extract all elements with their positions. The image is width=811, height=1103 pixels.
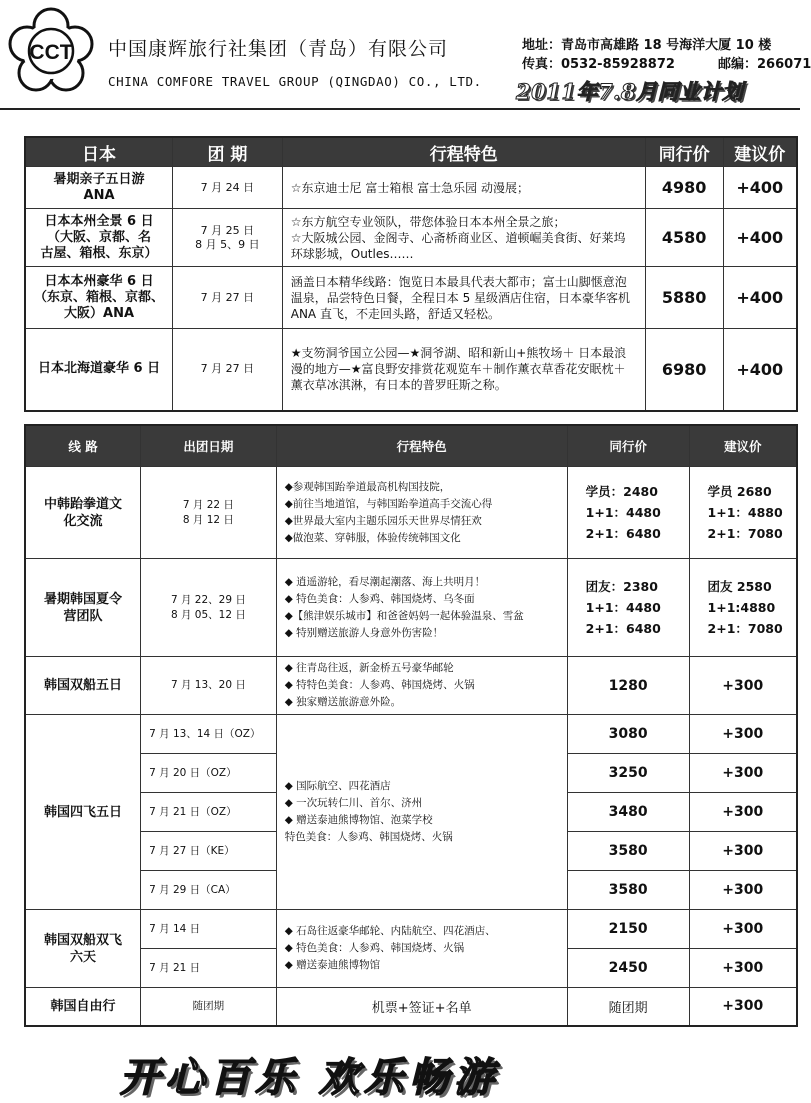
price-tier: 学员 2680 — [707, 484, 772, 499]
route-name-line: 日本北海道豪华 6 日 — [37, 361, 161, 377]
departure-date: 7 月 22、29 日 — [170, 593, 246, 606]
feature-line: 特色美食：人参鸡、韩国烧烤、火锅 — [284, 831, 453, 843]
route-name — [25, 467, 141, 559]
plan-title: 2011年7.8月同业计划 — [516, 79, 744, 104]
departure-date: 8 月 12 日 — [182, 513, 234, 526]
suggested-price: +300 — [689, 832, 797, 871]
peer-price: 3080 — [567, 715, 689, 754]
peer-price: 随团期 — [567, 988, 689, 1026]
feature-line: ☆大阪城公园、金阁寺、心斋桥商业区、道顿崛美食街、好莱坞环球影城，Outles…… — [290, 230, 626, 261]
korea-route-row — [25, 657, 797, 715]
suggested-price: +400 — [723, 167, 797, 209]
feature-line: ◆ 逍遥游轮，看尽潮起潮落、海上共明月！ — [284, 575, 486, 588]
suggested-price: +400 — [723, 209, 797, 267]
feature-line: ◆ 特色美食：人参鸡、韩国烧烤、火锅 — [284, 942, 465, 954]
feature-line: ◆前往当地道馆，与韩国跆拳道高手交流心得 — [284, 497, 493, 510]
departure-date: 7 月 14 日 — [141, 910, 277, 949]
price-tier: 2+1：7080 — [707, 621, 783, 636]
departure-date: 7 月 25 日 — [200, 223, 255, 237]
company-name-cn: 中国康辉旅行社集团（青岛）有限公司 — [108, 38, 449, 60]
price-tier: 学员：2480 — [585, 484, 658, 499]
route-name — [25, 267, 173, 329]
korea-header-dates: 出团日期 — [141, 425, 277, 467]
price-tier: 团友：2380 — [585, 579, 658, 594]
feature-line: ◆ 国际航空、四花酒店 — [284, 780, 391, 792]
peer-price: 3580 — [567, 871, 689, 910]
departure-date: 7 月 27 日 — [200, 362, 255, 376]
departure-date: 8 月 05、12 日 — [170, 608, 246, 621]
japan-route-row — [25, 167, 797, 209]
itinerary-features — [282, 209, 645, 267]
departure-date: 7 月 27 日 — [200, 290, 255, 304]
feature-line: ◆ 赠送泰迪熊博物馆、泡菜学校 — [284, 814, 433, 826]
korea-route-row — [25, 715, 797, 754]
contact-info — [522, 36, 811, 74]
korea-header-peer-price: 同行价 — [567, 425, 689, 467]
korea-route-row — [25, 910, 797, 949]
korea-header-features: 行程特色 — [276, 425, 567, 467]
route-name-line: 韩国双船五日 — [44, 678, 123, 693]
japan-route-row — [25, 329, 797, 411]
japan-header-peer-price: 同行价 — [645, 137, 723, 167]
peer-price: 5880 — [645, 267, 723, 329]
japan-route-row — [25, 267, 797, 329]
price-tier: 1+1：4480 — [585, 505, 661, 520]
departure-date: 8 月 5、9 日 — [195, 237, 260, 251]
feature-line: ◆做泡菜、穿韩服，体验传统韩国文化 — [284, 531, 461, 544]
departure-dates — [173, 167, 283, 209]
feature-line: ◆ 石岛往返豪华邮轮、内陆航空、四花酒店、 — [284, 925, 496, 937]
route-name-line: 韩国四飞五日 — [44, 804, 123, 820]
suggested-price: +300 — [689, 910, 797, 949]
departure-date: 7 月 13、14 日（OZ） — [141, 715, 277, 754]
peer-price: 2150 — [567, 910, 689, 949]
fax-postcode — [522, 55, 811, 74]
peer-price: 3580 — [567, 832, 689, 871]
itinerary-features — [276, 910, 567, 988]
route-name-line: 暑期韩国夏令 — [44, 591, 123, 607]
suggested-price: +400 — [723, 267, 797, 329]
peer-price: 6980 — [645, 329, 723, 411]
departure-dates: 随团期 — [141, 988, 277, 1026]
footer-slogan: 开心百乐 欢乐畅游 — [120, 1054, 499, 1101]
departure-date: 7 月 21 日（OZ） — [141, 793, 277, 832]
company-name-en: CHINA COMFORE TRAVEL GROUP (QINGDAO) CO., LTD. — [108, 74, 482, 89]
feature-line: ◆【熊津娱乐城市】和爸爸妈妈一起体验温泉、雪盆 — [284, 609, 524, 622]
route-name — [25, 657, 141, 715]
price-tier: 团友 2580 — [707, 579, 772, 594]
route-name: 韩国自由行 — [25, 988, 141, 1026]
price-tier: 2+1：6480 — [585, 621, 661, 636]
route-name-line: 六天 — [70, 949, 97, 965]
itinerary-features — [282, 167, 645, 209]
suggested-price: +300 — [689, 657, 797, 715]
route-name-line: 日本本州全景 6 日 — [44, 213, 154, 229]
route-name-line: 营团队 — [63, 608, 103, 624]
feature-line: ☆东方航空专业领队，带您体验日本本州全景之旅； — [290, 214, 566, 229]
departure-date: 7 月 20 日（OZ） — [141, 754, 277, 793]
route-name-line: 暑期亲子五日游 — [53, 171, 145, 187]
feature-line: ☆东京迪士尼 富士箱根 富士急乐园 动漫展； — [290, 180, 529, 195]
departure-dates — [173, 267, 283, 329]
itinerary-features — [276, 657, 567, 715]
departure-dates — [173, 209, 283, 267]
departure-dates — [141, 657, 277, 715]
feature-line: 涵盖日本精华线路：饱览日本最具代表大都市；富士山脚惬意泡温泉，品尝特色日餐，全程日本 5 星级酒店住宿，日本豪华客机 ANA 直飞，不走回头路，舒适又轻松。 — [290, 274, 631, 321]
itinerary-features: 机票+签证+名单 — [276, 988, 567, 1026]
suggested-price: +300 — [689, 715, 797, 754]
feature-line: ◆ 特特色美食：人参鸡、韩国烧烤、火锅 — [284, 679, 475, 691]
departure-date: 7 月 29 日（CA） — [141, 871, 277, 910]
price-tier: 1+1:4880 — [707, 600, 776, 615]
feature-line: ◆世界最大室内主题乐园乐天世界尽情狂欢 — [284, 514, 482, 527]
price-tier: 1+1：4480 — [585, 600, 661, 615]
suggested-price: +400 — [723, 329, 797, 411]
suggested-price-tiers — [689, 467, 797, 559]
peer-price: 2450 — [567, 949, 689, 988]
route-name-line: 韩国双船双飞 — [44, 932, 123, 948]
japan-header-dates: 团 期 — [173, 137, 283, 167]
logo-text: CCT — [29, 41, 73, 64]
route-name-line: （大阪、京都、名 — [47, 229, 152, 245]
korea-header-route: 线 路 — [25, 425, 141, 467]
route-name — [25, 715, 141, 910]
feature-line: ◆参观韩国跆拳道最高机构国技院， — [284, 480, 451, 493]
departure-date: 7 月 24 日 — [200, 180, 255, 194]
itinerary-features — [276, 715, 567, 910]
route-name-line: （东京、箱根、京都、 — [34, 289, 165, 305]
route-name — [25, 329, 173, 411]
korea-header-suggested-price: 建议价 — [689, 425, 797, 467]
departure-dates — [141, 467, 277, 559]
suggested-price: +300 — [689, 871, 797, 910]
route-name-line: ANA — [83, 187, 115, 203]
itinerary-features — [282, 267, 645, 329]
peer-price: 3480 — [567, 793, 689, 832]
peer-price: 1280 — [567, 657, 689, 715]
suggested-price: +300 — [689, 949, 797, 988]
korea-header-row — [25, 425, 797, 467]
route-name-line: 古屋、箱根、东京） — [40, 245, 158, 261]
address: 地址：青岛市高雄路 18 号海洋大厦 10 楼 — [522, 38, 772, 53]
feature-line: ◆ 特别赠送旅游人身意外伤害险！ — [284, 626, 444, 639]
feature-line: ★支笏洞爷国立公园—★洞爷湖、昭和新山+熊牧场＋ 日本最浪漫的地方—★富良野安排赏花观览车＋制作薰衣草香花安眠枕＋薰衣草冰淇淋，有日本的普罗旺斯之称。 — [290, 346, 627, 393]
departure-date: 7 月 13、20 日 — [170, 679, 246, 691]
japan-header-features: 行程特色 — [282, 137, 645, 167]
itinerary-features — [282, 329, 645, 411]
feature-line: ◆ 一次玩转仁川、首尔、济州 — [284, 797, 423, 809]
suggested-price-tiers — [689, 559, 797, 657]
departure-dates — [141, 559, 277, 657]
suggested-price: +300 — [689, 988, 797, 1026]
feature-line: ◆ 往青岛往返，新金桥五号豪华邮轮 — [284, 662, 454, 674]
route-name-line: 中韩跆拳道文 — [44, 496, 123, 512]
japan-header-route: 日本 — [25, 137, 173, 167]
japan-header-row — [25, 137, 797, 167]
price-tier: 1+1：4880 — [707, 505, 783, 520]
peer-price: 3250 — [567, 754, 689, 793]
feature-line: ◆ 独家赠送旅游意外险。 — [284, 696, 402, 708]
header-divider — [0, 108, 800, 110]
suggested-price: +300 — [689, 793, 797, 832]
route-name — [25, 559, 141, 657]
page-header — [0, 0, 811, 108]
price-tier: 2+1：7080 — [707, 526, 783, 541]
feature-line: ◆ 赠送泰迪熊博物馆 — [284, 959, 381, 971]
feature-line: ◆ 特色美食：人参鸡、韩国烧烤、乌冬面 — [284, 592, 475, 605]
korea-route-row — [25, 988, 797, 1026]
postcode: 邮编：266071 — [718, 57, 811, 72]
departure-dates — [173, 329, 283, 411]
cct-logo — [8, 8, 94, 94]
itinerary-features — [276, 559, 567, 657]
departure-date: 7 月 27 日（KE） — [141, 832, 277, 871]
japan-header-suggested-price: 建议价 — [723, 137, 797, 167]
korea-route-row — [25, 559, 797, 657]
peer-price: 4580 — [645, 209, 723, 267]
japan-route-row — [25, 209, 797, 267]
suggested-price: +300 — [689, 754, 797, 793]
departure-date: 7 月 22 日 — [182, 498, 234, 511]
peer-price: 4980 — [645, 167, 723, 209]
fax: 传真：0532-85928872 — [522, 57, 675, 72]
route-name-line: 化交流 — [63, 513, 103, 529]
peer-price-tiers — [567, 467, 689, 559]
peer-price-tiers — [567, 559, 689, 657]
japan-table — [24, 136, 798, 412]
route-name — [25, 209, 173, 267]
korea-route-row — [25, 467, 797, 559]
route-name-line: 日本本州豪华 6 日 — [44, 273, 154, 289]
korea-table — [24, 424, 798, 1027]
route-name — [25, 167, 173, 209]
route-name-line: 大阪）ANA — [64, 305, 135, 321]
departure-date: 7 月 21 日 — [141, 949, 277, 988]
itinerary-features — [276, 467, 567, 559]
route-name — [25, 910, 141, 988]
price-tier: 2+1：6480 — [585, 526, 661, 541]
